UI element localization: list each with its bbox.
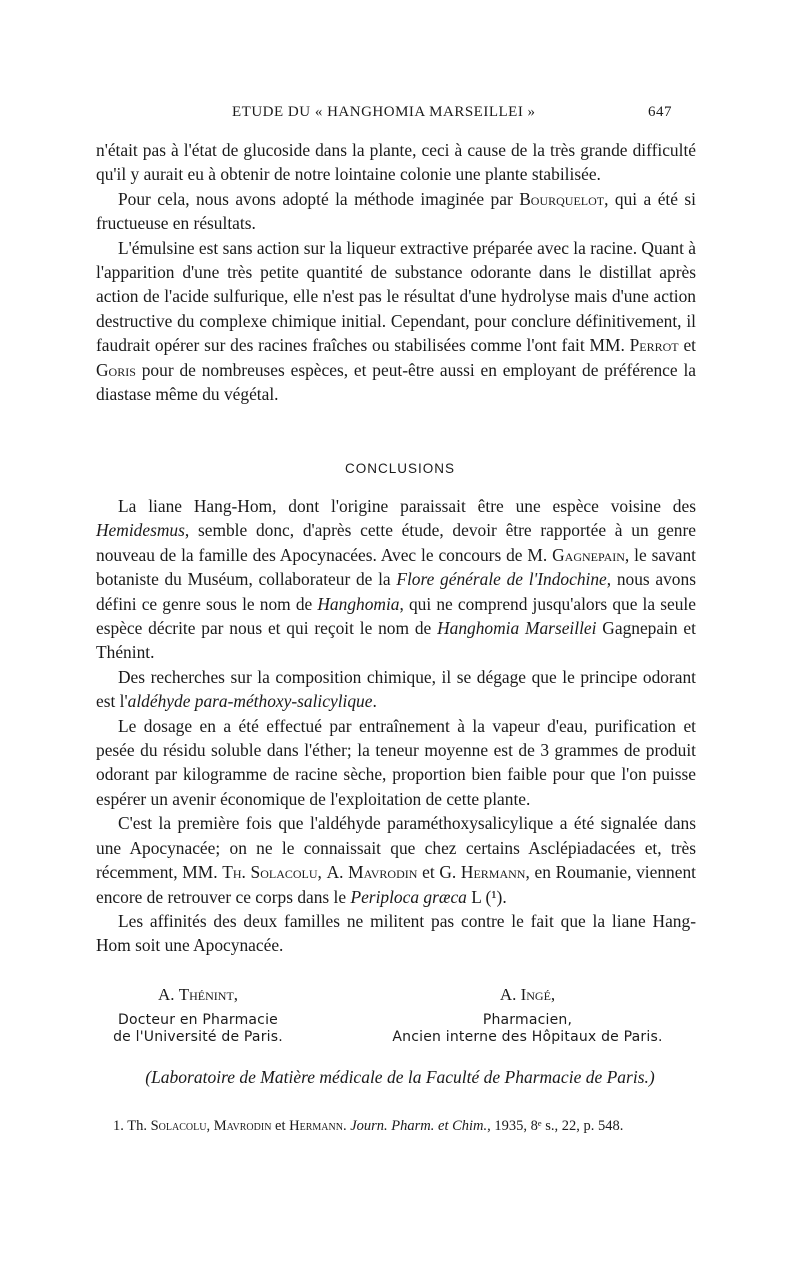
text-run: , 1935, 8ᵉ s., 22, p. 548.: [487, 1118, 624, 1134]
text-run: pour de nombreuses espèces, et peut-être aussi en employant de préférence la diastase même du végétal.: [96, 359, 696, 405]
laboratory-credit: (Laboratoire de Matière médicale de la Faculté de Pharmacie de Paris.): [145, 1067, 655, 1087]
text-run: ,: [206, 1118, 214, 1134]
paragraph: [96, 665, 696, 714]
paragraph: [96, 236, 696, 407]
text-run: , nous avons défini ce genre sous le nom de: [96, 569, 696, 614]
text-run: ,: [233, 985, 239, 1004]
running-title: ETUDE DU « HANGHOMIA MARSEILLEI »: [232, 104, 536, 120]
work-title: Flore générale de l'Indochine: [396, 569, 607, 590]
author-name: Ingé: [520, 985, 551, 1004]
author-name: Bourquelot: [519, 188, 605, 209]
running-header: [0, 104, 800, 128]
text-run: L'émulsine est sans action sur la liqueur extractive préparée avec la racine. Quant à l'apparition d'une très petite quantité de substance odorante dans le distillat après action de l'acide sulfurique, elle n'est pas le résultat d'une hydrolyse mais d'une action destructive du complexe chimique initial. Cependant, pour conclure définitivement, il faudrait opérer sur des racines fraîches ou stabilisées comme l'ont fait MM.: [96, 237, 696, 356]
text-run: .: [342, 1118, 351, 1134]
conclusions-text: [96, 494, 696, 958]
paragraph: [96, 714, 696, 812]
author-name: Gagnepain: [552, 544, 625, 565]
text-run: et: [678, 335, 697, 356]
author-name: Thénint: [178, 985, 234, 1004]
author-name: Perrot: [629, 335, 679, 356]
signature-block-left: [78, 986, 318, 1046]
compound-name: aldéhyde para-méthoxy-salicylique: [127, 691, 373, 712]
signatory-name: [78, 986, 318, 1004]
signatory-affiliation: Ancien interne des Hôpitaux de Paris.: [392, 1029, 663, 1045]
text-run: L (¹).: [466, 886, 507, 907]
text-run: , qui ne comprend jusqu'alors que la seule espèce décrite par nous et qui reçoit le nom de: [96, 593, 696, 639]
section-heading: CONCLUSIONS: [344, 461, 455, 476]
text-run: , qui a été si fructueuse en résultats.: [96, 188, 696, 234]
text-run: Des recherches sur la composition chimique, il se dégage que le principe odorant est l': [96, 666, 696, 712]
journal-title: Journ. Pharm. et Chim.: [350, 1118, 488, 1134]
author-name: Hermann: [289, 1118, 343, 1134]
text-run: C'est la première fois que l'aldéhyde paraméthoxysalicylique a été signalée dans une Apocynacée; on ne le connaissait que chez certains Asclépiadacées et, très récemment, MM.: [96, 813, 696, 883]
signature-block-right: [380, 986, 675, 1046]
text-run: La liane Hang-Hom, dont l'origine paraissait être une espèce voisine des: [118, 496, 696, 516]
author-name: Th. Solacolu: [222, 862, 318, 883]
signatory-name: [380, 986, 675, 1004]
text-run: , semble donc, d'après cette étude, devoir être rapportée à un genre nouveau de la famille des Apocynacées. Avec le concours de M.: [96, 520, 696, 565]
text-run: , le savant botaniste du Muséum, collaborateur de la: [96, 544, 696, 590]
paragraph: [96, 187, 696, 236]
footnote: [113, 1118, 713, 1135]
paragraph: [96, 909, 696, 958]
author-name: G. Hermann: [439, 862, 526, 883]
signatory-affiliation: de l'Université de Paris.: [113, 1029, 283, 1045]
text-run: et: [271, 1118, 290, 1134]
text-run: ,: [317, 862, 327, 883]
text-run: .: [372, 691, 377, 712]
paragraph: [96, 138, 696, 187]
author-name: Solacolu: [150, 1118, 207, 1134]
text-run: Les affinités des deux familles ne militent pas contre le fait que la liane Hang-Hom soit une Apocynacée.: [96, 910, 696, 956]
page-number: 647: [648, 104, 672, 120]
author-name: A. Mavrodin: [326, 862, 418, 883]
paragraph: [96, 811, 696, 909]
text-run: A.: [499, 985, 521, 1004]
author-name: Goris: [96, 359, 136, 380]
signatory-title: Pharmacien,: [482, 1012, 573, 1028]
signatory-title: Docteur en Pharmacie: [118, 1012, 278, 1028]
species-name: Periploca græca: [350, 886, 467, 907]
text-run: ,: [550, 985, 556, 1004]
text-run: Pour cela, nous avons adopté la méthode imaginée par: [118, 188, 520, 209]
text-run: n'était pas à l'état de glucoside dans la plante, ceci à cause de la très grande difficulté qu'il y aurait eu à obtenir de notre lointaine colonie une plante stabilisée.: [96, 140, 696, 185]
text-run: Gagnepain et Thénint.: [96, 618, 696, 663]
text-run: , en Roumanie, viennent encore de retrouver ce corps dans le: [96, 862, 696, 907]
text-run: 1. Th.: [113, 1118, 151, 1134]
text-run: Le dosage en a été effectué par entraînement à la vapeur d'eau, purification et pesée du résidu soluble dans l'éther; la teneur moyenne est de 3 grammes de produit odorant par kilogramme de racine sèche, proportion bien faible pour que l'on puisse espérer un avenir économique de l'exploitation de cette plante.: [96, 715, 696, 809]
text-run: et: [417, 862, 440, 883]
author-name: Mavrodin: [213, 1118, 272, 1134]
text-run: A.: [157, 985, 179, 1004]
genus-name: Hemidesmus: [96, 520, 185, 541]
paragraph: [96, 494, 696, 665]
genus-name: Hanghomia: [317, 593, 400, 614]
intro-text: [96, 138, 696, 406]
species-name: Hanghomia Marseillei: [437, 618, 597, 639]
